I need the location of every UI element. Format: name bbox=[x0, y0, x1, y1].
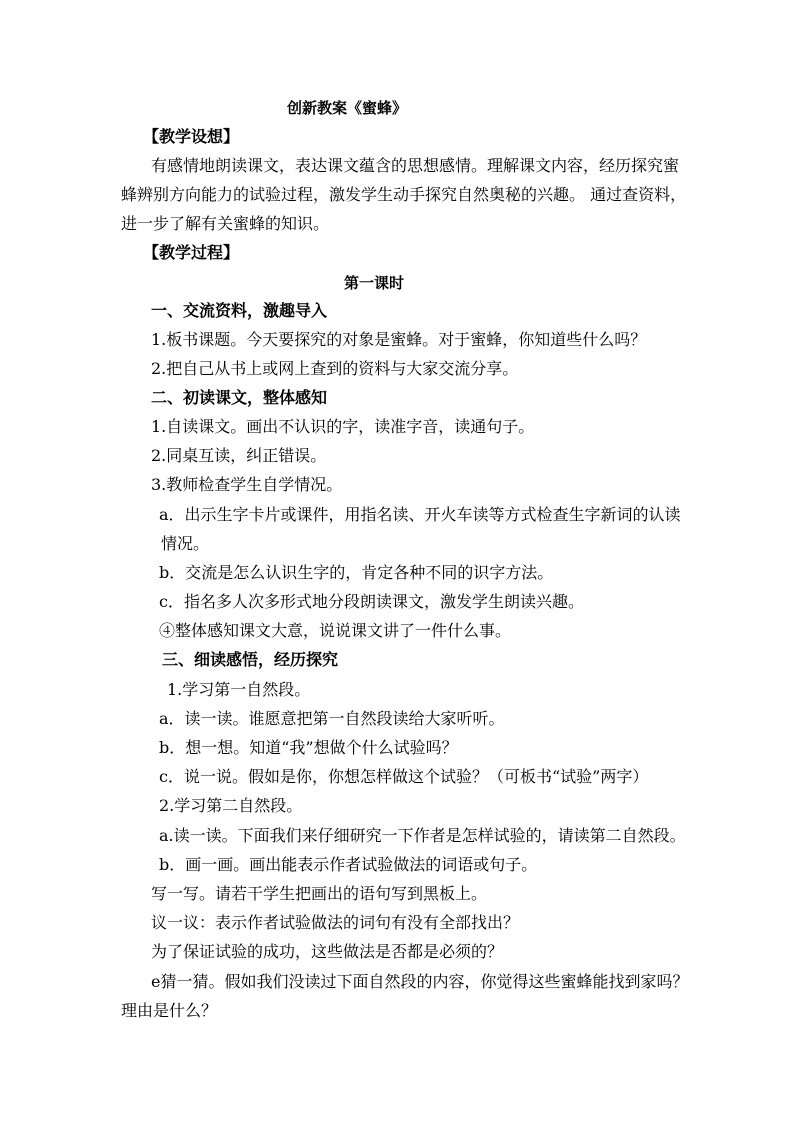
list-item: b．画一画。画出能表示作者试验做法的词语或句子。 bbox=[159, 855, 538, 874]
section-heading-idea: 【教学设想】 bbox=[143, 127, 240, 146]
list-item: 议一议：表示作者试验做法的词句有没有全部找出？ bbox=[151, 913, 520, 932]
list-item: 2.同桌互读，纠正错误。 bbox=[151, 446, 327, 465]
list-item: a.读一读。下面我们来仔细研究一下作者是怎样试验的，请读第二自然段。 bbox=[159, 826, 686, 845]
list-item: a．读一读。谁愿意把第一自然段读给大家听听。 bbox=[159, 709, 505, 728]
list-item: 理由是什么？ bbox=[121, 1001, 218, 1020]
part1-heading: 一、交流资料，激趣导入 bbox=[151, 301, 328, 320]
lesson-title: 第一课时 bbox=[344, 274, 405, 292]
document-title: 创新教案《蜜蜂》 bbox=[287, 99, 408, 117]
list-item: c．说一说。假如是你，你想怎样做这个试验？（可板书“试验”两字） bbox=[159, 767, 649, 786]
paragraph-line: 有感情地朗读课文，表达课文蕴含的思想感情。理解课文内容，经历探究蜜 bbox=[151, 156, 680, 175]
list-item: 写一写。请若干学生把画出的语句写到黑板上。 bbox=[151, 884, 488, 903]
paragraph-line: 进一步了解有关蜜蜂的知识。 bbox=[121, 214, 330, 233]
list-item: 1.板书课题。今天要探究的对象是蜜蜂。对于蜜蜂，你知道些什么吗？ bbox=[151, 330, 647, 349]
list-item: 1.自读课文。画出不认识的字，读准字音，读通句子。 bbox=[151, 417, 535, 436]
list-item: b．想一想。知道“我”想做个什么试验吗？ bbox=[159, 738, 458, 757]
list-item: e猜一猜。假如我们没读过下面自然段的内容，你觉得这些蜜蜂能找到家吗？ bbox=[151, 972, 689, 991]
list-item: 情况。 bbox=[161, 534, 210, 553]
list-item: 1.学习第一自然段。 bbox=[167, 680, 311, 699]
list-item: 为了保证试验的成功，这些做法是否都是必须的？ bbox=[151, 942, 504, 961]
section-heading-process: 【教学过程】 bbox=[143, 243, 240, 262]
list-item: c．指名多人次多形式地分段朗读课文，激发学生朗读兴趣。 bbox=[159, 592, 584, 611]
list-item: b．交流是怎么认识生字的，肯定各种不同的识字方法。 bbox=[159, 563, 554, 582]
part2-heading: 二、初读课文，整体感知 bbox=[151, 388, 328, 407]
list-item: ④整体感知课文大意，说说课文讲了一件什么事。 bbox=[159, 621, 512, 640]
part3-heading: 三、细读感悟，经历探究 bbox=[162, 650, 339, 669]
list-item: 2.学习第二自然段。 bbox=[159, 796, 303, 815]
paragraph-line: 蜂辨别方向能力的试验过程，激发学生动手探究自然奥秘的兴趣。 通过查资料， bbox=[121, 185, 687, 204]
list-item: 2.把自己从书上或网上查到的资料与大家交流分享。 bbox=[151, 359, 519, 378]
list-item: a．出示生字卡片或课件，用指名读、开火车读等方式检查生字新词的认读 bbox=[159, 505, 681, 524]
list-item: 3.教师检查学生自学情况。 bbox=[151, 475, 343, 494]
